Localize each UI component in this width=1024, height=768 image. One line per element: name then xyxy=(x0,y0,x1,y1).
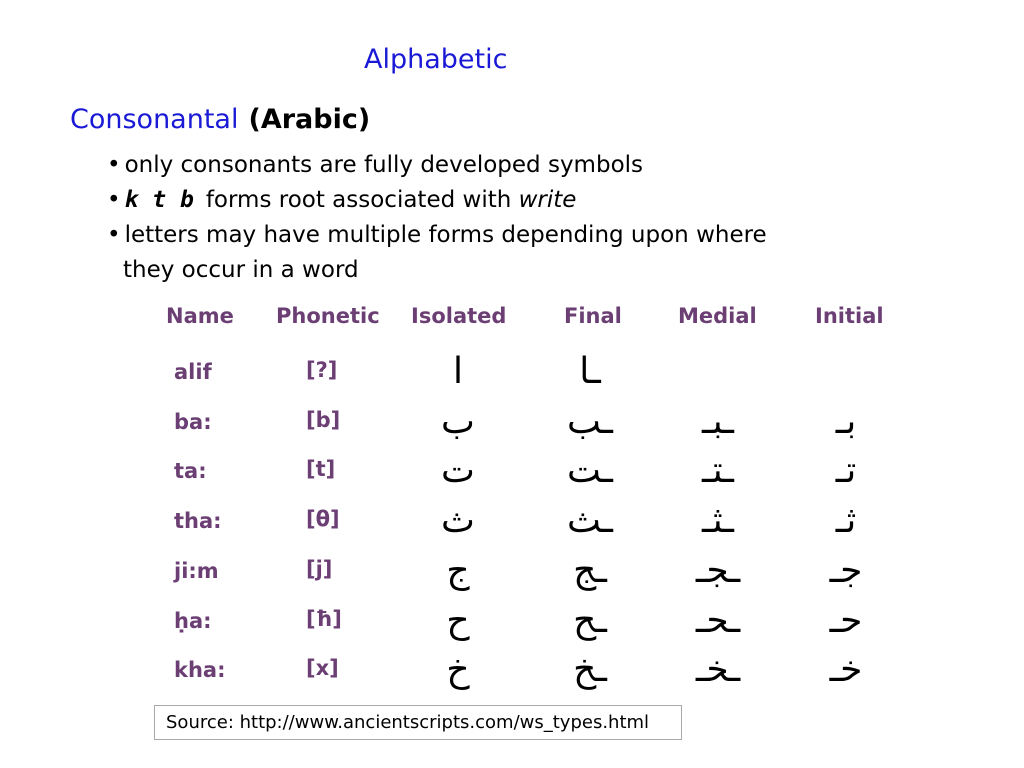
row-name: kha: xyxy=(174,658,226,682)
table-row xyxy=(160,450,900,495)
row-name: ba: xyxy=(174,410,212,434)
header-name: Name xyxy=(166,304,234,328)
glyph-medial: ـحـ xyxy=(695,600,741,641)
arabic-letters-table xyxy=(160,300,900,700)
glyph-final: ـب xyxy=(567,401,613,442)
row-phonetic: [x] xyxy=(306,656,339,680)
row-name: ji:m xyxy=(174,559,219,583)
glyph-initial: ثـ xyxy=(835,500,857,541)
table-row xyxy=(160,500,900,545)
bullet-dot: • xyxy=(107,222,121,248)
glyph-final: ـث xyxy=(567,500,613,541)
bullet-italic-word: write xyxy=(518,187,577,213)
row-name: alif xyxy=(174,360,212,384)
row-name: ta: xyxy=(174,459,207,483)
header-medial: Medial xyxy=(678,304,757,328)
glyph-final: ـخ xyxy=(573,649,607,690)
row-phonetic: [b] xyxy=(306,408,341,432)
glyph-initial: تـ xyxy=(835,450,857,491)
glyph-initial: جـ xyxy=(829,550,863,591)
bullet-item xyxy=(107,148,767,183)
row-phonetic: [t] xyxy=(306,457,336,481)
glyph-medial: ـبـ xyxy=(702,401,734,442)
header-phonetic: Phonetic xyxy=(276,304,380,328)
row-phonetic: [j] xyxy=(306,557,333,581)
glyph-final: ـت xyxy=(567,450,613,491)
bullet-text: they occur in a word xyxy=(123,257,359,283)
table-row xyxy=(160,401,900,446)
row-phonetic: [?] xyxy=(306,358,338,382)
glyph-isolated: ج xyxy=(446,550,470,591)
glyph-medial: ـثـ xyxy=(702,500,734,541)
bullet-item xyxy=(107,218,767,253)
glyph-final: ـح xyxy=(573,600,607,641)
bullet-dot: • xyxy=(107,152,121,178)
bullet-text: forms root associated with xyxy=(205,187,512,213)
source-citation: Source: http://www.ancientscripts.com/ws_types.html xyxy=(154,705,682,740)
bullet-text: letters may have multiple forms depending upon where xyxy=(124,222,767,248)
header-final: Final xyxy=(564,304,622,328)
table-row xyxy=(160,351,900,396)
header-initial: Initial xyxy=(815,304,884,328)
bullet-list xyxy=(107,148,767,288)
slide-title: Alphabetic xyxy=(364,44,508,75)
bullet-continuation xyxy=(107,253,767,288)
bullet-text: only consonants are fully developed symbols xyxy=(124,152,644,178)
table-row xyxy=(160,600,900,645)
root-ktb: k t b xyxy=(124,187,194,213)
heading-consonantal: Consonantal xyxy=(70,104,239,135)
glyph-isolated: ت xyxy=(441,450,475,491)
glyph-medial: ـتـ xyxy=(702,450,734,491)
glyph-initial: بـ xyxy=(835,401,857,442)
glyph-isolated: ب xyxy=(441,401,475,442)
glyph-medial: ـخـ xyxy=(695,649,741,690)
glyph-final: ـا xyxy=(579,351,601,392)
row-phonetic: [θ] xyxy=(306,507,340,531)
bullet-dot: • xyxy=(107,187,121,213)
glyph-isolated: خ xyxy=(446,649,470,690)
glyph-final: ـج xyxy=(573,550,607,591)
glyph-isolated: ث xyxy=(441,500,475,541)
section-heading xyxy=(70,104,370,135)
glyph-isolated: ح xyxy=(446,600,470,641)
bullet-item xyxy=(107,183,767,218)
table-row xyxy=(160,649,900,694)
header-isolated: Isolated xyxy=(411,304,507,328)
row-phonetic: [ħ] xyxy=(306,607,342,631)
table-row xyxy=(160,550,900,595)
table-header xyxy=(160,304,900,344)
glyph-initial: حـ xyxy=(829,600,863,641)
glyph-initial: خـ xyxy=(829,649,863,690)
glyph-medial: ـجـ xyxy=(695,550,741,591)
heading-arabic: (Arabic) xyxy=(248,104,371,135)
row-name: tha: xyxy=(174,509,222,533)
row-name: ḥa: xyxy=(174,609,212,633)
glyph-isolated: ا xyxy=(452,351,463,392)
